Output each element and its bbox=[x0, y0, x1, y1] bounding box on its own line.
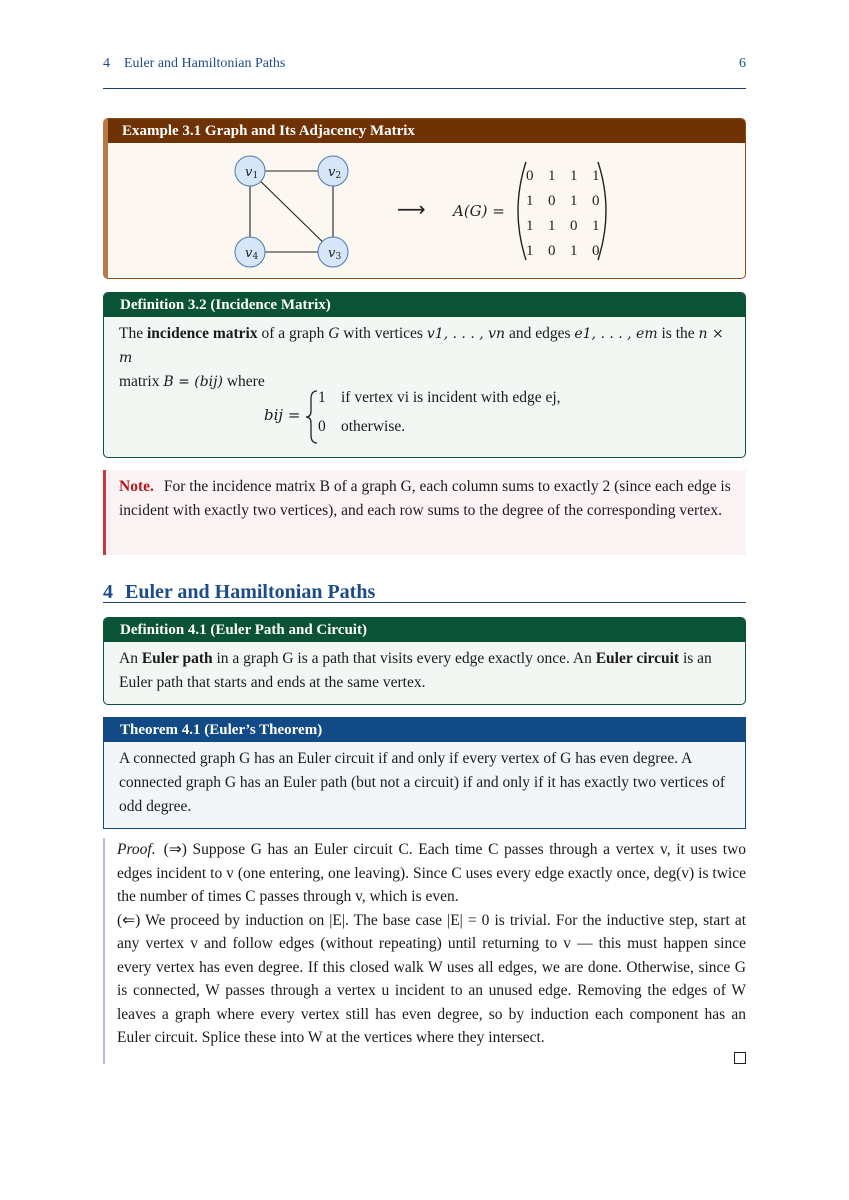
term-euler-circuit: Euler circuit bbox=[595, 650, 680, 667]
mapping-arrow: ⟶ bbox=[397, 197, 426, 221]
proof-text-1: (⇒) Suppose G has an Euler circuit C. Each time C passes through a vertex v, it uses two edges incident to v (one entering, one leaving). Since C uses every edge exactly once, deg(v) is twice the number of times C passes through v, which is even. bbox=[117, 841, 746, 905]
matrix-cell: 1 bbox=[548, 168, 556, 184]
svg-text:v: v bbox=[245, 246, 253, 261]
proof-block bbox=[103, 838, 746, 1064]
matrix-cell: 0 bbox=[526, 168, 534, 184]
header-rule bbox=[103, 88, 746, 89]
proof-label: Proof. bbox=[117, 841, 156, 858]
matrix-cell: 1 bbox=[592, 218, 600, 234]
vertex-v3 bbox=[318, 237, 348, 267]
matrix-cell: 1 bbox=[570, 168, 578, 184]
def32-matrix-b: B = (bij) bbox=[163, 374, 223, 390]
def32-text: The bbox=[119, 325, 147, 342]
svg-text:v: v bbox=[245, 165, 253, 180]
piecewise-lhs: bij = bbox=[264, 406, 301, 424]
def32-text: matrix bbox=[119, 373, 164, 390]
matrix-cell: 1 bbox=[526, 193, 534, 209]
case-1-value: 1 bbox=[318, 389, 326, 406]
vertex-v4 bbox=[235, 237, 265, 267]
case-2-value: 0 bbox=[318, 418, 326, 435]
case-2-condition: otherwise. bbox=[341, 418, 406, 435]
matrix-cell: 1 bbox=[570, 193, 578, 209]
matrix-cell: 1 bbox=[548, 218, 556, 234]
qed-symbol bbox=[734, 1052, 746, 1064]
theorem-4-1-body: A connected graph G has an Euler circuit if and only if every vertex of G has even degree. A connected graph G has an Euler path (but not a circuit) if and only if it has exactly two vertices of odd degree. bbox=[119, 750, 726, 815]
def32-text: and edges bbox=[505, 325, 575, 342]
svg-text:2: 2 bbox=[335, 171, 342, 181]
chapter-title: 4 Euler and Hamiltonian Paths bbox=[103, 56, 286, 71]
matrix-cell: 1 bbox=[592, 168, 600, 184]
definition-3-2-box bbox=[103, 292, 746, 458]
svg-text:1: 1 bbox=[252, 171, 259, 181]
definition-3-2-title: Definition 3.2 (Incidence Matrix) bbox=[104, 293, 745, 317]
matrix-cell: 0 bbox=[592, 243, 600, 259]
running-header bbox=[103, 56, 746, 76]
matrix-cell: 0 bbox=[592, 193, 600, 209]
term-incidence-matrix: incidence matrix bbox=[146, 325, 258, 342]
svg-text:v: v bbox=[328, 246, 336, 261]
case-1-condition: if vertex vi is incident with edge ej, bbox=[341, 389, 561, 406]
def41-text: is an Euler path that starts and ends at the same vertex. bbox=[119, 650, 712, 691]
def41-text: An bbox=[119, 650, 142, 667]
def32-text: is the bbox=[657, 325, 699, 342]
matrix-cell: 0 bbox=[548, 193, 556, 209]
definition-4-1-box bbox=[103, 617, 746, 705]
matrix-left-paren bbox=[518, 162, 526, 260]
def32-text: where bbox=[222, 373, 265, 390]
def32-text: of a graph bbox=[257, 325, 329, 342]
vertex-v1 bbox=[235, 156, 265, 186]
matrix-cells bbox=[526, 168, 600, 259]
vertex-v2 bbox=[318, 156, 348, 186]
matrix-cell: 1 bbox=[526, 218, 534, 234]
def32-dimensions: n × m bbox=[119, 326, 724, 366]
example-title: Example 3.1 Graph and Its Adjacency Matrix bbox=[108, 119, 745, 143]
matrix-cell: 1 bbox=[526, 243, 534, 259]
page-number: 6 bbox=[739, 56, 746, 71]
edge-v1-v3 bbox=[250, 171, 333, 252]
matrix-cell: 1 bbox=[570, 243, 578, 259]
proof-paragraph-1 bbox=[117, 838, 746, 909]
section-title: Euler and Hamiltonian Paths bbox=[125, 581, 376, 603]
note-text: For the incidence matrix B of a graph G, each column sums to exactly 2 (since each edge is incident with exactly two vertices), and each row sums to the degree of the corresponding vertex. bbox=[119, 478, 731, 519]
matrix-cell: 0 bbox=[548, 243, 556, 259]
term-euler-path: Euler path bbox=[141, 650, 213, 667]
note-label: Note. bbox=[119, 478, 154, 495]
definition-4-1-body bbox=[104, 642, 745, 703]
note-box bbox=[103, 470, 746, 555]
definition-4-1-title: Definition 4.1 (Euler Path and Circuit) bbox=[104, 618, 745, 642]
svg-text:4: 4 bbox=[252, 252, 259, 262]
section-heading bbox=[103, 580, 746, 603]
def32-graph-symbol: G bbox=[328, 325, 340, 342]
matrix-cell: 0 bbox=[570, 218, 578, 234]
def32-vertices: v1, . . . , vn bbox=[426, 326, 506, 342]
theorem-4-1-box bbox=[103, 717, 746, 829]
def32-text: with vertices bbox=[339, 325, 427, 342]
section-number: 4 bbox=[103, 581, 113, 603]
svg-text:v: v bbox=[328, 165, 336, 180]
theorem-4-1-title: Theorem 4.1 (Euler’s Theorem) bbox=[104, 718, 745, 742]
graph-figure bbox=[108, 144, 746, 279]
example-box bbox=[103, 118, 746, 279]
proof-paragraph-2: (⇐) We proceed by induction on |E|. The base case |E| = 0 is trivial. For the inductive step, start at any vertex v and follow edges (without repeating) until returning to v — this must happen since every vertex has even degree. If this closed walk W uses all edges, we are done. Otherwise, since G is connected, W passes through a vertex u incident to an unused edge. Removing the edges of W leaves a graph where every vertex still has even degree, so by induction each component has an Euler circuit. Splice these into W at the vertices where they intersect. bbox=[117, 911, 746, 1046]
def41-text: in a graph G is a path that visits every edge exactly once. An bbox=[212, 650, 596, 667]
matrix-label: A(G) = bbox=[453, 202, 505, 220]
def32-edges: e1, . . . , em bbox=[574, 326, 658, 342]
svg-text:3: 3 bbox=[335, 252, 342, 262]
piecewise-equation bbox=[104, 389, 744, 449]
